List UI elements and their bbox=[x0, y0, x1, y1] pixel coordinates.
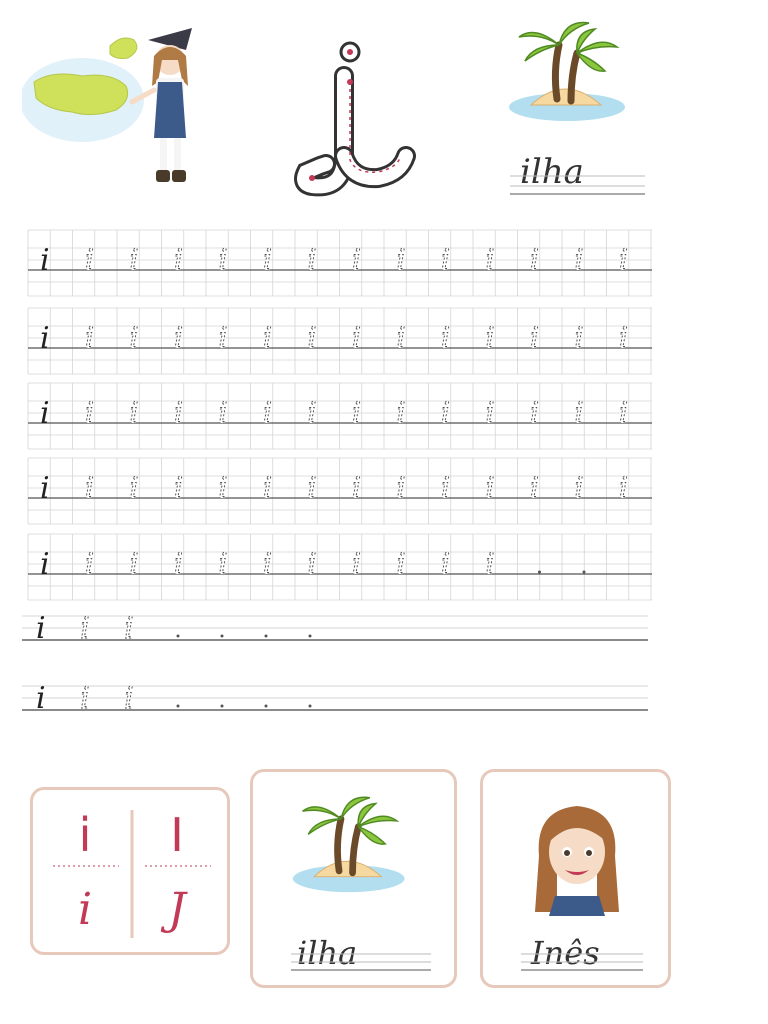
grid-row-3-traced-glyph: i bbox=[529, 396, 540, 431]
grid-row-2-traced-glyph: i bbox=[218, 321, 228, 356]
grid-row-3-traced-glyph: i bbox=[262, 396, 273, 431]
cursive-lowercase-i: i bbox=[77, 884, 93, 935]
guided-letter-i bbox=[292, 38, 422, 198]
grid-row-4-traced-glyph: i bbox=[485, 471, 495, 506]
grid-row-1-traced-glyph: i bbox=[574, 243, 584, 278]
print-lowercase-i: i bbox=[78, 808, 92, 862]
ilha-picture-card bbox=[250, 769, 457, 988]
grid-row-2-traced-glyph: i bbox=[440, 321, 451, 356]
cursive-uppercase-i: J bbox=[168, 884, 186, 935]
grid-row-4-traced-glyph: i bbox=[84, 471, 95, 506]
line-row-1 bbox=[22, 616, 648, 640]
grid-row-1 bbox=[28, 230, 652, 296]
grid-row-5-traced-glyph: i bbox=[307, 547, 317, 582]
grid-row-2-traced-glyph: i bbox=[262, 321, 273, 356]
line-row-1-start-dot bbox=[265, 635, 268, 638]
grid-row-2-traced-glyph: i bbox=[529, 321, 540, 356]
grid-row-2-traced-glyph: i bbox=[485, 321, 495, 356]
grid-row-2-traced-glyph: i bbox=[351, 321, 362, 356]
grid-row-1-traced-glyph: i bbox=[485, 243, 495, 278]
grid-row-3 bbox=[28, 383, 652, 449]
grid-row-3-traced-glyph: i bbox=[396, 396, 406, 431]
grid-row-1-traced-glyph: i bbox=[396, 243, 406, 278]
grid-row-3-traced-glyph: i bbox=[84, 396, 95, 431]
grid-row-1-traced-glyph: i bbox=[173, 243, 184, 278]
grid-row-1-traced-glyph: i bbox=[618, 243, 629, 278]
ines-portrait bbox=[527, 796, 627, 916]
grid-row-5-traced-glyph: i bbox=[485, 547, 495, 582]
grid-row-3-traced-glyph: i bbox=[574, 396, 584, 431]
grid-row-1-traced-glyph: i bbox=[218, 243, 228, 278]
grid-row-3-traced-glyph: i bbox=[218, 396, 228, 431]
grid-row-4-traced-glyph: i bbox=[262, 471, 273, 506]
grid-row-5-traced-glyph: i bbox=[173, 547, 184, 582]
line-row-2-start-dot bbox=[221, 705, 224, 708]
grid-row-2-model-glyph: i bbox=[40, 321, 50, 356]
grid-row-3-model-glyph: i bbox=[40, 396, 50, 431]
grid-row-4 bbox=[28, 458, 652, 524]
ines-picture-card bbox=[480, 769, 671, 988]
grid-row-5 bbox=[28, 534, 652, 600]
grid-row-3-traced-glyph: i bbox=[351, 396, 362, 431]
grid-row-4-traced-glyph: i bbox=[351, 471, 362, 506]
line-row-1-start-dot bbox=[177, 635, 180, 638]
island-art bbox=[509, 22, 625, 121]
grid-row-4-traced-glyph: i bbox=[129, 471, 139, 506]
grid-row-5-traced-glyph: i bbox=[440, 547, 451, 582]
grid-row-4-traced-glyph: i bbox=[529, 471, 540, 506]
grid-row-3-traced-glyph: i bbox=[618, 396, 629, 431]
island-art-card bbox=[293, 797, 405, 892]
grid-row-1-traced-glyph: i bbox=[351, 243, 362, 278]
island-illustration bbox=[505, 15, 640, 125]
grid-row-1-model-glyph: i bbox=[40, 243, 50, 278]
grid-row-4-traced-glyph: i bbox=[173, 471, 184, 506]
grid-row-1-traced-glyph: i bbox=[529, 243, 540, 278]
grid-row-2 bbox=[28, 308, 652, 374]
grid-row-3-traced-glyph: i bbox=[440, 396, 451, 431]
grid-row-3-traced-glyph: i bbox=[129, 396, 139, 431]
line-row-1-start-dot bbox=[221, 635, 224, 638]
grid-row-1-traced-glyph: i bbox=[84, 243, 95, 278]
line-row-2-start-dot bbox=[309, 705, 312, 708]
grid-row-1-traced-glyph: i bbox=[307, 243, 317, 278]
line-row-2-traced-glyph: i bbox=[124, 681, 134, 716]
grid-row-5-model-glyph: i bbox=[40, 547, 50, 582]
grid-row-2-traced-glyph: i bbox=[307, 321, 317, 356]
grid-row-4-traced-glyph: i bbox=[218, 471, 228, 506]
line-row-2-model-glyph: i bbox=[36, 681, 46, 716]
grid-row-5-start-dot bbox=[538, 571, 541, 574]
grid-row-2-traced-glyph: i bbox=[574, 321, 584, 356]
line-row-1-model-glyph: i bbox=[36, 611, 46, 646]
letter-forms-card bbox=[30, 787, 230, 955]
grid-row-3-traced-glyph: i bbox=[307, 396, 317, 431]
line-row-2-start-dot bbox=[177, 705, 180, 708]
grid-row-5-traced-glyph: i bbox=[262, 547, 273, 582]
header-word: ilha bbox=[520, 152, 584, 192]
ines-word: Inês bbox=[531, 934, 600, 972]
grid-row-5-traced-glyph: i bbox=[129, 547, 139, 582]
grid-row-5-start-dot bbox=[583, 571, 586, 574]
grid-row-4-model-glyph: i bbox=[40, 471, 50, 506]
grid-row-4-traced-glyph: i bbox=[307, 471, 317, 506]
girl-with-map-illustration bbox=[22, 20, 222, 200]
grid-row-4-traced-glyph: i bbox=[574, 471, 584, 506]
grid-row-2-traced-glyph: i bbox=[129, 321, 139, 356]
line-row-2-traced-glyph: i bbox=[80, 681, 90, 716]
line-row-2 bbox=[22, 686, 648, 710]
grid-row-5-traced-glyph: i bbox=[351, 547, 362, 582]
print-uppercase-i: I bbox=[170, 808, 184, 862]
grid-row-5-traced-glyph: i bbox=[84, 547, 95, 582]
grid-row-4-traced-glyph: i bbox=[396, 471, 406, 506]
grid-row-2-traced-glyph: i bbox=[84, 321, 95, 356]
grid-row-5-traced-glyph: i bbox=[396, 547, 406, 582]
line-row-1-traced-glyph: i bbox=[80, 611, 90, 646]
grid-row-4-traced-glyph: i bbox=[440, 471, 451, 506]
line-row-1-start-dot bbox=[309, 635, 312, 638]
grid-row-1-traced-glyph: i bbox=[440, 243, 451, 278]
header-word-baseline bbox=[510, 170, 645, 198]
grid-row-2-traced-glyph: i bbox=[396, 321, 406, 356]
line-row-2-start-dot bbox=[265, 705, 268, 708]
grid-row-3-traced-glyph: i bbox=[485, 396, 495, 431]
grid-row-1-traced-glyph: i bbox=[129, 243, 139, 278]
grid-row-1-traced-glyph: i bbox=[262, 243, 273, 278]
grid-row-4-traced-glyph: i bbox=[618, 471, 629, 506]
handwriting-practice-sheet bbox=[0, 220, 768, 720]
line-row-1-traced-glyph: i bbox=[124, 611, 134, 646]
grid-row-2-traced-glyph: i bbox=[173, 321, 184, 356]
grid-row-2-traced-glyph: i bbox=[618, 321, 629, 356]
ilha-word: ilha bbox=[297, 934, 358, 972]
grid-row-5-traced-glyph: i bbox=[218, 547, 228, 582]
grid-row-3-traced-glyph: i bbox=[173, 396, 184, 431]
